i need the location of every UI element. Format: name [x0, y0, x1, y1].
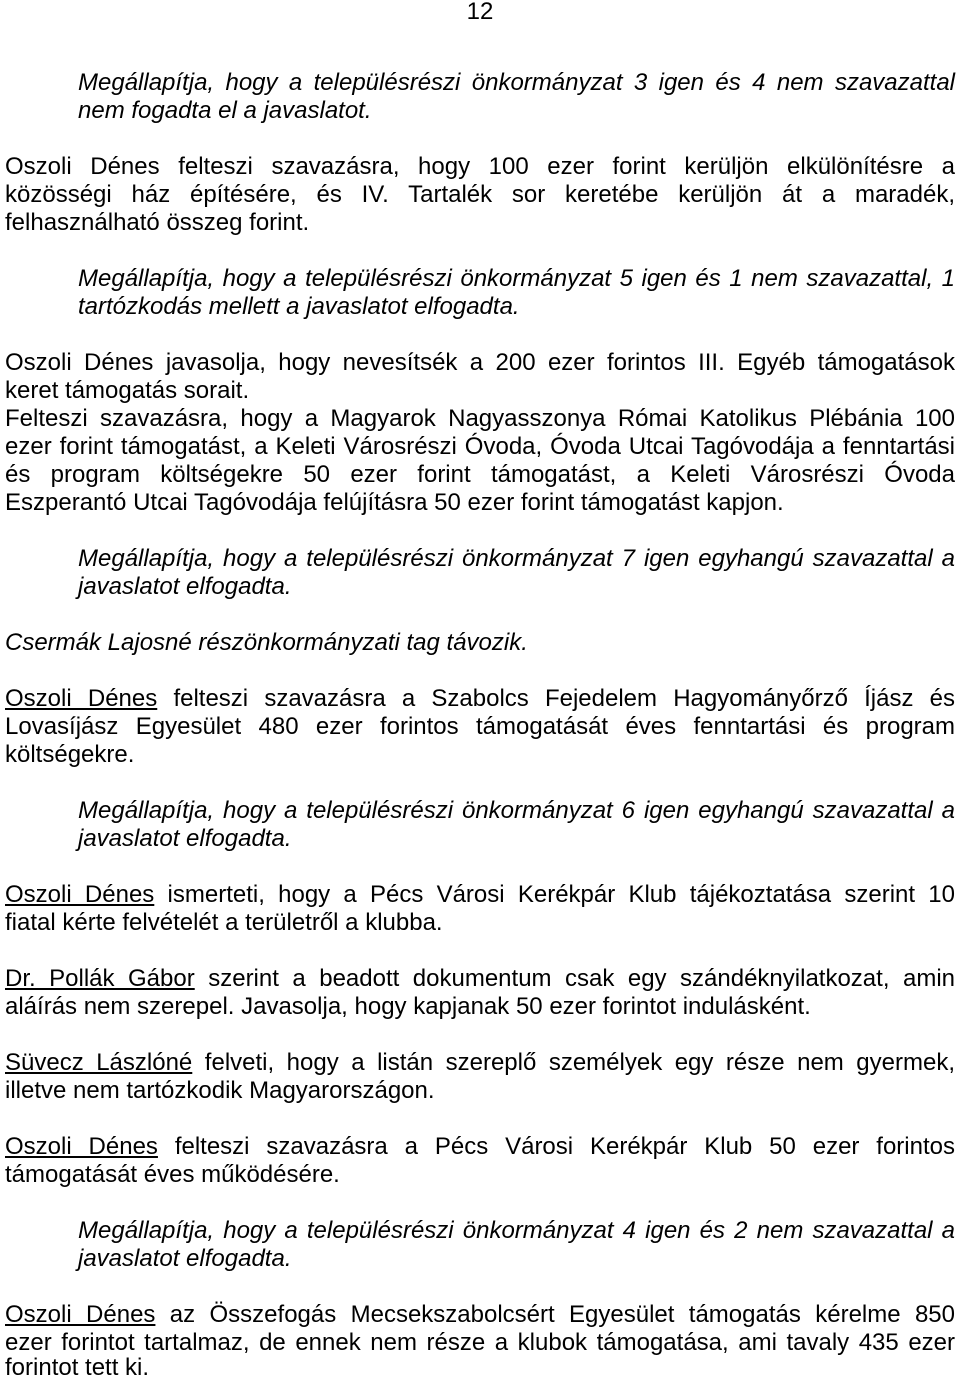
text-line: ezer forint támogatást, a Keleti Városrészi Óvoda, Óvoda Utcai Tagóvodája a fenntartási [5, 433, 955, 460]
line-text: javasolja, hogy nevesítsék a 200 ezer forintos III. Egyéb támogatások [165, 349, 955, 376]
text-line: forintot tett ki. [5, 1354, 150, 1380]
speaker-paragraph [5, 153, 955, 237]
text-line [5, 1049, 955, 1077]
line-text: szerint a beadott dokumentum csak egy szándéknyilatkozat, amin [208, 965, 955, 992]
speaker-name: Oszoli Dénes [5, 153, 160, 180]
note-paragraph [5, 629, 955, 657]
speaker-paragraph [5, 881, 955, 937]
decision-paragraph [78, 545, 955, 601]
line-text: ismerteti, hogy a Pécs Városi Kerékpár Klub tájékoztatása szerint 10 [167, 881, 956, 908]
speaker-name: Oszoli Dénes [5, 1301, 156, 1328]
text-line: nem fogadta el a javaslatot. [78, 97, 372, 124]
text-paragraph [5, 405, 955, 517]
text-line: Eszperantó Utcai Tagóvodája felújításra 50 ezer forint támogatást kapjon. [5, 489, 784, 516]
speaker-paragraph [5, 1301, 955, 1379]
text-line [5, 1133, 955, 1161]
text-line: Megállapítja, hogy a településrészi önkormányzat 4 igen és 2 nem szavazattal a [78, 1217, 955, 1244]
decision-paragraph [78, 69, 955, 125]
speaker-name: Oszoli Dénes [5, 685, 158, 712]
text-line: illetve nem tartózkodik Magyarországon. [5, 1077, 435, 1104]
text-line: Csermák Lajosné részönkormányzati tag távozik. [5, 629, 528, 656]
text-line: javaslatot elfogadta. [78, 1245, 292, 1272]
text-line: Megállapítja, hogy a településrészi önkormányzat 5 igen és 1 nem szavazattal, 1 [78, 265, 955, 292]
decision-paragraph [78, 1217, 955, 1273]
text-line: Megállapítja, hogy a településrészi önkormányzat 6 igen egyhangú szavazattal a [78, 797, 955, 824]
text-line: keret támogatás sorait. [5, 377, 250, 404]
page-number: 12 [466, 0, 494, 25]
line-text: felteszi szavazásra a Pécs Városi Kerékpár Klub 50 ezer forintos [174, 1133, 955, 1160]
text-line: Megállapítja, hogy a településrészi önkormányzat 3 igen és 4 nem szavazattal [78, 69, 955, 96]
speaker-name: Dr. Pollák Gábor [5, 965, 195, 992]
text-line: ezer forintot tartalmaz, de ennek nem része a klubok támogatása, ami tavaly 435 ezer [5, 1329, 955, 1356]
text-line [5, 349, 955, 377]
line-text: felveti, hogy a listán szereplő személyek egy része nem gyermek, [204, 1049, 955, 1076]
text-line [5, 685, 955, 713]
line-text: az Összefogás Mecsekszabolcsért Egyesület támogatás kérelme 850 [169, 1301, 955, 1328]
speaker-paragraph [5, 965, 955, 1021]
text-line: Megállapítja, hogy a településrészi önkormányzat 7 igen egyhangú szavazattal a [78, 545, 955, 572]
decision-paragraph [78, 797, 955, 853]
text-line: Felteszi szavazásra, hogy a Magyarok Nagyasszonya Római Katolikus Plébánia 100 [5, 405, 955, 432]
speaker-name: Oszoli Dénes [5, 349, 154, 376]
line-text: felteszi szavazásra a Szabolcs Fejedelem Hagyományőrző Íjász és [173, 685, 956, 712]
text-line: aláírás nem szerepel. Javasolja, hogy kapjanak 50 ezer forintot indulásként. [5, 993, 811, 1020]
speaker-paragraph [5, 685, 955, 769]
text-line: Lovasíjász Egyesület 480 ezer forintos támogatását éves fenntartási és program [5, 713, 955, 740]
text-line: javaslatot elfogadta. [78, 825, 292, 852]
decision-paragraph [78, 265, 955, 321]
text-line [5, 881, 955, 909]
text-line: közösségi ház építésére, és IV. Tartalék sor keretébe kerüljön át a maradék, [5, 181, 955, 208]
text-line: költségekre. [5, 741, 135, 768]
text-line [5, 153, 955, 181]
line-text: felteszi szavazásra, hogy 100 ezer forint kerüljön elkülönítésre a [178, 153, 955, 180]
text-line: tartózkodás mellett a javaslatot elfogadta. [78, 293, 520, 320]
speaker-name: Oszoli Dénes [5, 1133, 158, 1160]
speaker-paragraph [5, 349, 955, 405]
speaker-name: Süvecz Lászlóné [5, 1049, 193, 1076]
speaker-paragraph [5, 1133, 955, 1189]
speaker-paragraph [5, 1049, 955, 1105]
text-line [5, 1301, 955, 1329]
text-line: fiatal kérte felvételét a területről a klubba. [5, 909, 443, 936]
text-line: felhasználható összeg forint. [5, 209, 310, 236]
page-body [5, 69, 955, 1379]
speaker-name: Oszoli Dénes [5, 881, 155, 908]
text-line: javaslatot elfogadta. [78, 573, 292, 600]
text-line: támogatását éves működésére. [5, 1161, 340, 1188]
text-line [5, 965, 955, 993]
text-line: és program költségekre 50 ezer forint támogatást, a Keleti Városrészi Óvoda [5, 461, 955, 488]
